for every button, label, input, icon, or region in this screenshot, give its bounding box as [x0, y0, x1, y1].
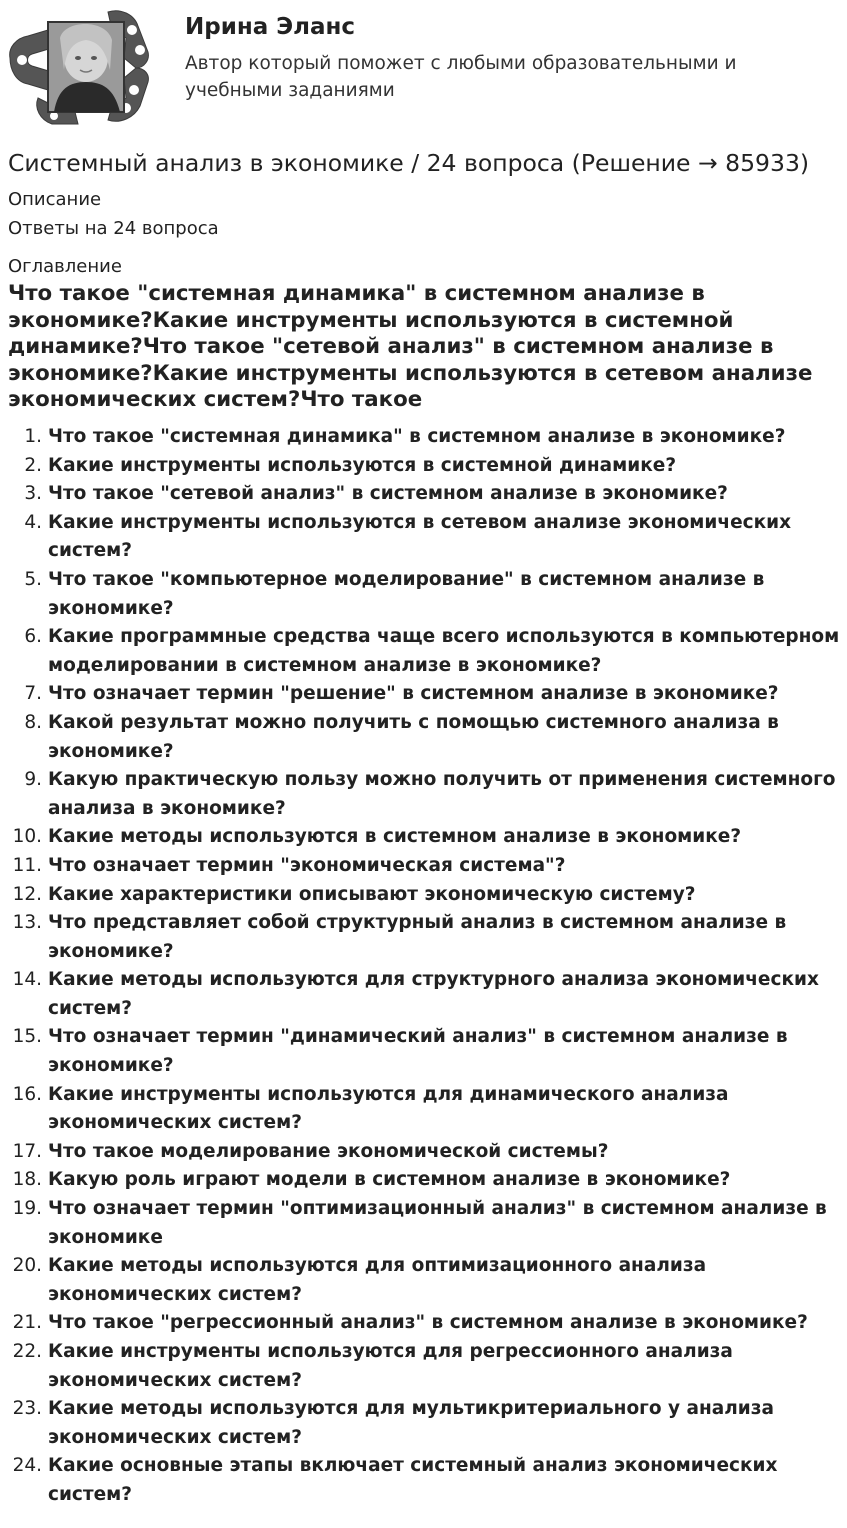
question-text: Какие инструменты используются для регрессионного анализа экономических систем? [48, 1341, 733, 1391]
question-number: 17. [12, 1140, 42, 1162]
question-text: Какие программные средства чаще всего используются в компьютерном моделировании в системном анализе в экономике? [48, 626, 840, 676]
question-item [0, 1252, 847, 1309]
toc-heading: Что такое "системная динамика" в системном анализе в экономике?Какие инструменты используются в системной динамике?Что такое "сетевой анализ" в системном анализе в экономике?Какие инструменты используются в сетевом анализе экономических систем?Что такое [8, 281, 813, 412]
question-number: 10. [12, 826, 42, 848]
toc-label: Оглавление [8, 256, 122, 277]
question-item [0, 881, 847, 910]
question-number: 6. [24, 626, 42, 648]
question-item [0, 966, 847, 1023]
question-item [0, 566, 847, 623]
question-item [0, 1452, 847, 1509]
question-item [0, 1395, 847, 1452]
film-reel-avatar-image [8, 8, 150, 126]
question-text: Какие инструменты используются в системной динамике? [48, 454, 677, 476]
question-text: Что такое "регрессионный анализ" в системном анализе в экономике? [48, 1312, 808, 1334]
question-item [0, 1166, 847, 1195]
question-text: Что означает термин "экономическая система"? [48, 854, 566, 876]
question-text: Что означает термин "оптимизационный анализ" в системном анализе в экономике [48, 1198, 827, 1248]
question-item [0, 1081, 847, 1138]
question-item [0, 623, 847, 680]
question-item [0, 1023, 847, 1080]
questions-list [0, 423, 847, 1510]
question-number: 21. [12, 1312, 42, 1334]
question-item [0, 852, 847, 881]
question-number: 1. [24, 426, 42, 447]
question-item [0, 1138, 847, 1167]
author-avatar[interactable] [8, 8, 150, 126]
question-text: Какие методы используются для структурного анализа экономических систем? [48, 969, 819, 1019]
question-number: 18. [12, 1169, 42, 1191]
question-number: 3. [24, 483, 42, 505]
question-number: 4. [24, 511, 42, 533]
question-number: 12. [12, 883, 42, 905]
question-number: 2. [24, 454, 42, 476]
author-card [0, 0, 847, 130]
question-text: Какие методы используются для мультикритериального у анализа экономических систем? [48, 1398, 774, 1448]
question-text: Какие инструменты используются для динамического анализа экономических систем? [48, 1083, 729, 1134]
question-number: 22. [12, 1341, 42, 1362]
question-text: Что такое "системная динамика" в системном анализе в экономике? [48, 426, 786, 447]
question-item [0, 480, 847, 509]
question-number: 5. [24, 568, 42, 590]
question-item [0, 1338, 847, 1395]
question-number: 20. [12, 1255, 42, 1277]
question-text: Что означает термин "решение" в системном анализе в экономике? [48, 683, 779, 705]
question-number: 15. [12, 1026, 42, 1048]
question-number: 24. [12, 1455, 42, 1477]
question-text: Что такое "компьютерное моделирование" в системном анализе в экономике? [48, 568, 765, 619]
question-item [0, 909, 847, 966]
question-text: Какие основные этапы включает системный анализ экономических систем? [48, 1455, 778, 1505]
question-text: Что означает термин "динамический анализ" в системном анализе в экономике? [48, 1026, 788, 1077]
question-text: Какие методы используются в системном анализе в экономике? [48, 826, 742, 848]
question-number: 7. [24, 683, 42, 705]
question-number: 14. [12, 969, 42, 991]
question-item [0, 823, 847, 852]
question-number: 13. [12, 912, 42, 934]
question-text: Какой результат можно получить с помощью системного анализа в экономике? [48, 711, 779, 762]
page-title: Системный анализ в экономике / 24 вопроса (Решение → 85933) [8, 149, 810, 177]
question-text: Что такое моделирование экономической системы? [48, 1140, 609, 1162]
author-name[interactable]: Ирина Эланс [185, 14, 356, 40]
question-text: Какую роль играют модели в системном анализе в экономике? [48, 1169, 731, 1191]
question-item [0, 452, 847, 481]
question-item [0, 680, 847, 709]
question-text: Какие характеристики описывают экономическую систему? [48, 883, 696, 905]
question-item [0, 509, 847, 566]
question-text: Какую практическую пользу можно получить от применения системного анализа в экономике? [48, 769, 836, 819]
question-item [0, 766, 847, 823]
question-text: Что такое "сетевой анализ" в системном анализе в экономике? [48, 483, 728, 505]
question-item [0, 709, 847, 766]
question-item [0, 423, 847, 452]
question-number: 9. [24, 769, 42, 791]
question-text: Что представляет собой структурный анализ в системном анализе в экономике? [48, 912, 787, 962]
description-label: Описание [8, 189, 102, 210]
question-number: 11. [12, 854, 42, 876]
question-number: 16. [12, 1083, 42, 1105]
question-item [0, 1309, 847, 1338]
question-number: 19. [12, 1198, 42, 1220]
description-text: Ответы на 24 вопроса [8, 218, 219, 239]
question-text: Какие методы используются для оптимизационного анализа экономических систем? [48, 1255, 707, 1305]
question-text: Какие инструменты используются в сетевом анализе экономических систем? [48, 511, 792, 562]
question-number: 23. [12, 1398, 42, 1420]
author-description: Автор который поможет с любыми образовательными и учебными заданиями [185, 53, 737, 101]
question-number: 8. [24, 711, 42, 733]
question-item [0, 1195, 847, 1252]
